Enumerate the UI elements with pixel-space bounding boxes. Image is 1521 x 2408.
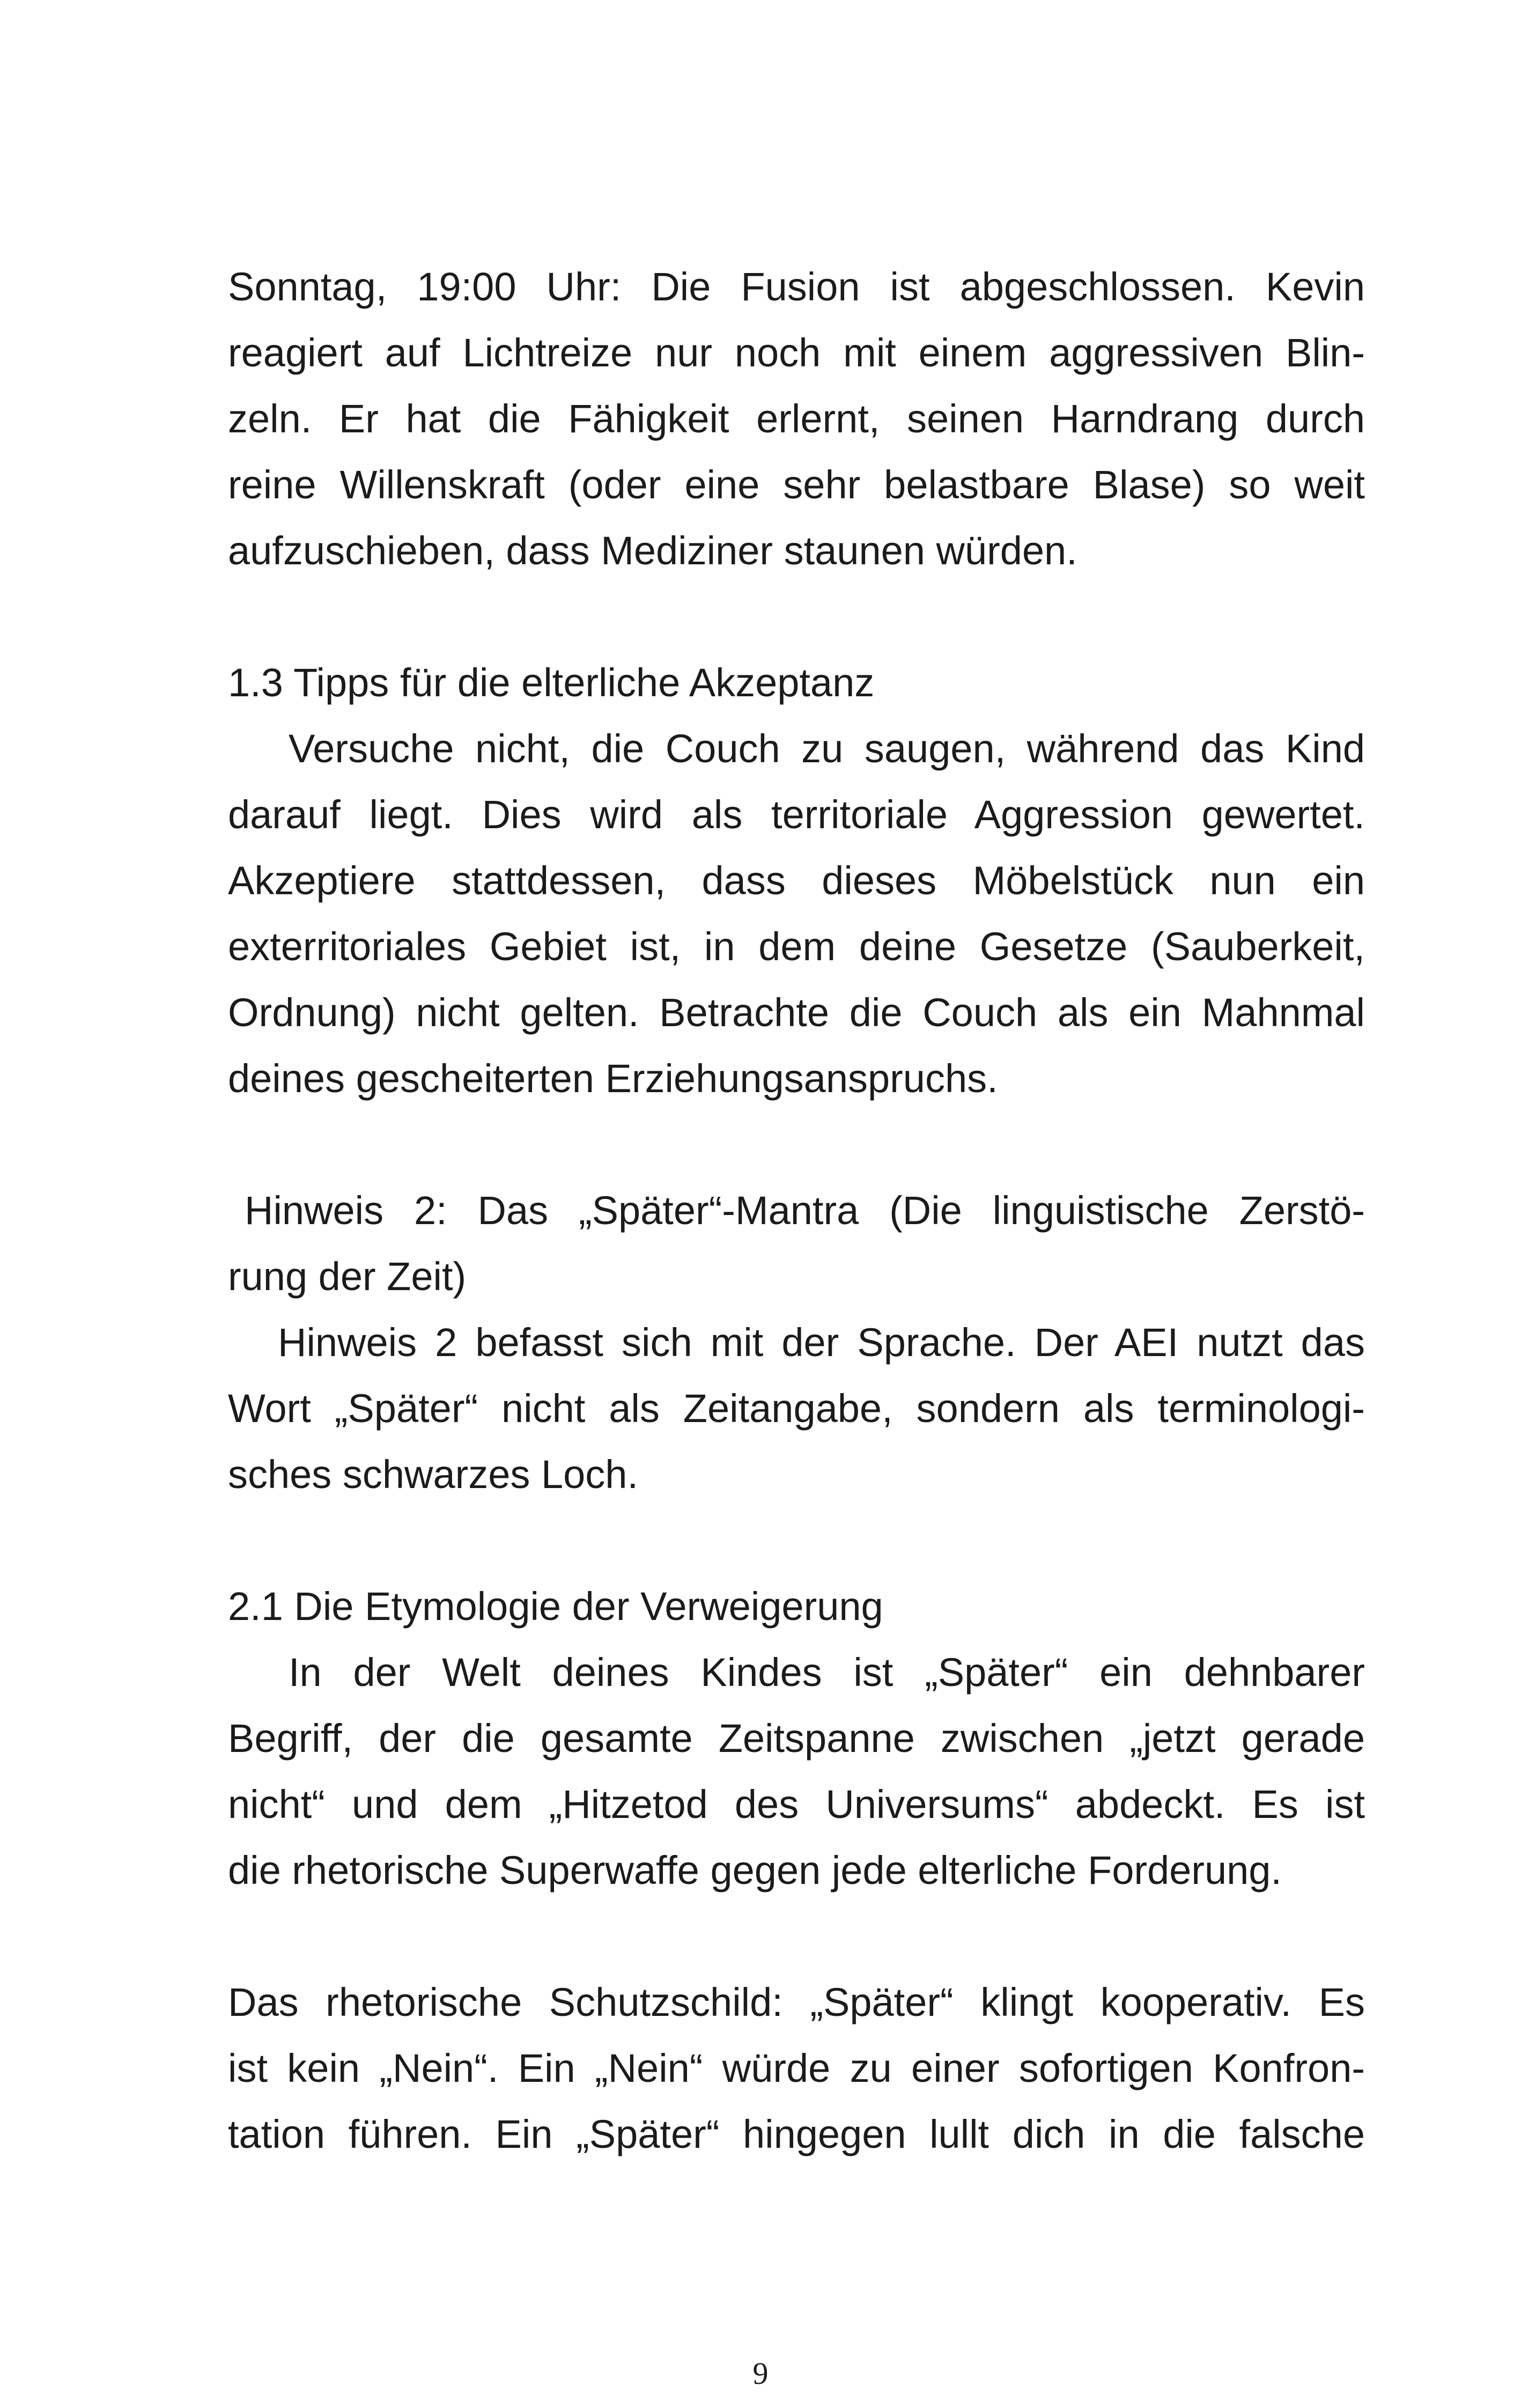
paragraph-line: Ordnung) nicht gelten. Betrachte die Couch als ein Mahnmal [228, 990, 1365, 1035]
paragraph-line: reine Willenskraft (oder eine sehr belastbare Blase) so weit [228, 462, 1365, 507]
paragraph-line: sches schwarzes Loch. [228, 1452, 639, 1497]
page-number: 9 [752, 2356, 769, 2391]
hint-heading: Hinweis 2: Das „Später“-Mantra (Die linguistische Zerstö- [245, 1188, 1365, 1233]
paragraph-line: reagiert auf Lichtreize nur noch mit einem aggressiven Blin- [228, 330, 1365, 375]
paragraph-line: aufzuschieben, dass Mediziner staunen würden. [228, 528, 1077, 573]
paragraph-line: die rhetorische Superwaffe gegen jede elterliche Forderung. [228, 1848, 1282, 1892]
paragraph-line: Hinweis 2 befasst sich mit der Sprache. Der AEI nutzt das [278, 1320, 1365, 1365]
paragraph-line: deines gescheiterten Erziehungsanspruchs. [228, 1056, 998, 1101]
paragraph-line: Begriff, der die gesamte Zeitspanne zwischen „jetzt gerade [228, 1716, 1365, 1761]
paragraph-line: Das rhetorische Schutzschild: „Später“ klingt kooperativ. Es [228, 1980, 1365, 2024]
section-heading: 1.3 Tipps für die elterliche Akzeptanz [228, 660, 875, 705]
paragraph-line: Sonntag, 19:00 Uhr: Die Fusion ist abgeschlossen. Kevin [228, 264, 1365, 309]
paragraph-line: Versuche nicht, die Couch zu saugen, während das Kind [289, 726, 1365, 771]
paragraph-line: In der Welt deines Kindes ist „Später“ ein dehnbarer [289, 1650, 1365, 1695]
section-heading: 2.1 Die Etymologie der Verweigerung [228, 1584, 883, 1629]
paragraph-line: Akzeptiere stattdessen, dass dieses Möbelstück nun ein [228, 858, 1365, 903]
paragraph-line: exterritoriales Gebiet ist, in dem deine Gesetze (Sauberkeit, [228, 924, 1365, 969]
paragraph-line: nicht“ und dem „Hitzetod des Universums“ abdeckt. Es ist [228, 1782, 1365, 1827]
paragraph-line: zeln. Er hat die Fähigkeit erlernt, seinen Harndrang durch [228, 396, 1365, 441]
paragraph-line: ist kein „Nein“. Ein „Nein“ würde zu einer sofortigen Konfron- [228, 2046, 1365, 2090]
paragraph-line: darauf liegt. Dies wird als territoriale Aggression gewertet. [228, 792, 1365, 837]
hint-heading: rung der Zeit) [228, 1254, 467, 1299]
paragraph-line: tation führen. Ein „Später“ hingegen lullt dich in die falsche [228, 2112, 1365, 2156]
paragraph-line: Wort „Später“ nicht als Zeitangabe, sondern als terminologi- [228, 1386, 1365, 1431]
